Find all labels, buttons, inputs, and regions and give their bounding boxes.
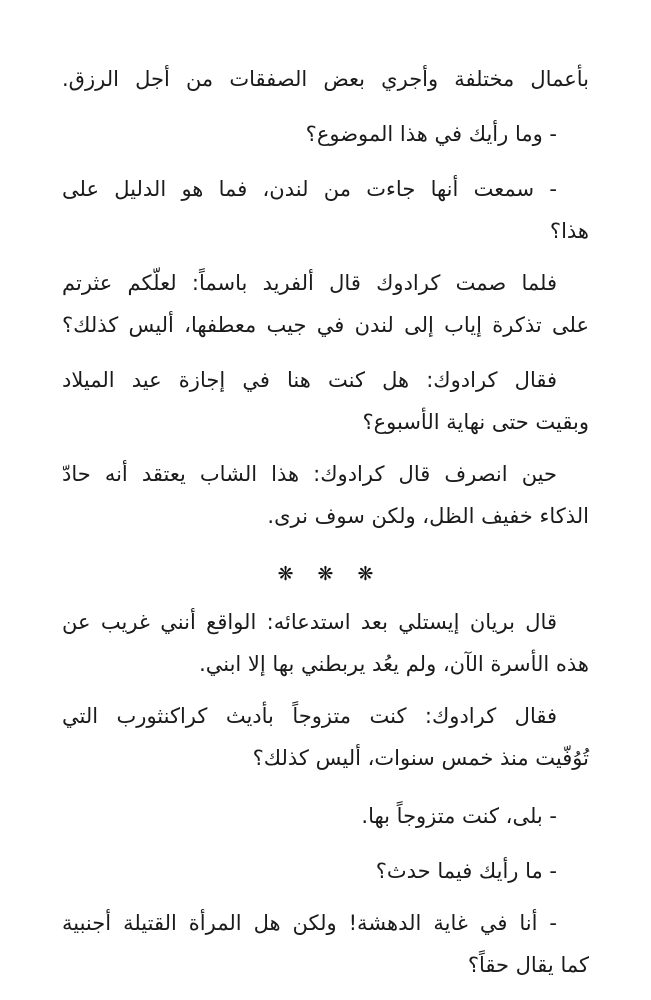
paragraph-dialogue — [62, 168, 589, 252]
text-line: بأعمال مختلفة وأجري بعض الصفقات من أجل الرزق. — [62, 67, 589, 91]
text-line: الذكاء خفيف الظل، ولكن سوف نرى. — [267, 504, 589, 528]
text-line: على تذكرة إياب إلى لندن في جيب معطفها، أليس كذلك؟ — [62, 313, 589, 337]
text-line: - بلى، كنت متزوجاً بها. — [361, 804, 557, 828]
text-line: تُوُفّيت منذ خمس سنوات، أليس كذلك؟ — [252, 746, 589, 770]
paragraph — [62, 601, 589, 685]
text-line: - ما رأيك فيما حدث؟ — [375, 859, 557, 883]
text-line: وبقيت حتى نهاية الأسبوع؟ — [362, 410, 589, 434]
paragraph — [62, 453, 589, 537]
text-line: - أنا في غاية الدهشة! ولكن هل المرأة القتيلة أجنبية — [62, 911, 557, 935]
asterisk-icon: ❋ — [317, 563, 334, 585]
paragraph — [62, 695, 589, 779]
paragraph — [62, 58, 589, 100]
text-line: - وما رأيك في هذا الموضوع؟ — [305, 122, 557, 146]
text-line: فقال كرادوك: كنت متزوجاً بأديث كراكنثورب التي — [62, 704, 557, 728]
paragraph — [62, 359, 589, 443]
text-line: هذه الأسرة الآن، ولم يعُد يربطني بها إلا ابني. — [199, 652, 589, 676]
text-line: حين انصرف قال كرادوك: هذا الشاب يعتقد أنه حادّ — [62, 462, 557, 486]
asterisk-icon: ❋ — [357, 563, 374, 585]
section-separator — [62, 553, 589, 595]
text-line: كما يقال حقاً؟ — [467, 953, 589, 977]
text-line: فقال كرادوك: هل كنت هنا في إجازة عيد الميلاد — [62, 368, 557, 392]
text-line: قال بريان إيستلي بعد استدعائه: الواقع أنني غريب عن — [62, 610, 557, 634]
paragraph-dialogue — [62, 113, 589, 155]
text-line: هذا؟ — [549, 219, 589, 243]
text-line: - سمعت أنها جاءت من لندن، فما هو الدليل على — [62, 177, 557, 201]
paragraph-dialogue — [62, 850, 589, 892]
text-line: فلما صمت كرادوك قال ألفريد باسماً: لعلّكم عثرتم — [62, 271, 557, 295]
paragraph-dialogue — [62, 902, 589, 986]
paragraph-dialogue — [62, 795, 589, 837]
asterisk-icon: ❋ — [277, 563, 294, 585]
paragraph — [62, 262, 589, 346]
